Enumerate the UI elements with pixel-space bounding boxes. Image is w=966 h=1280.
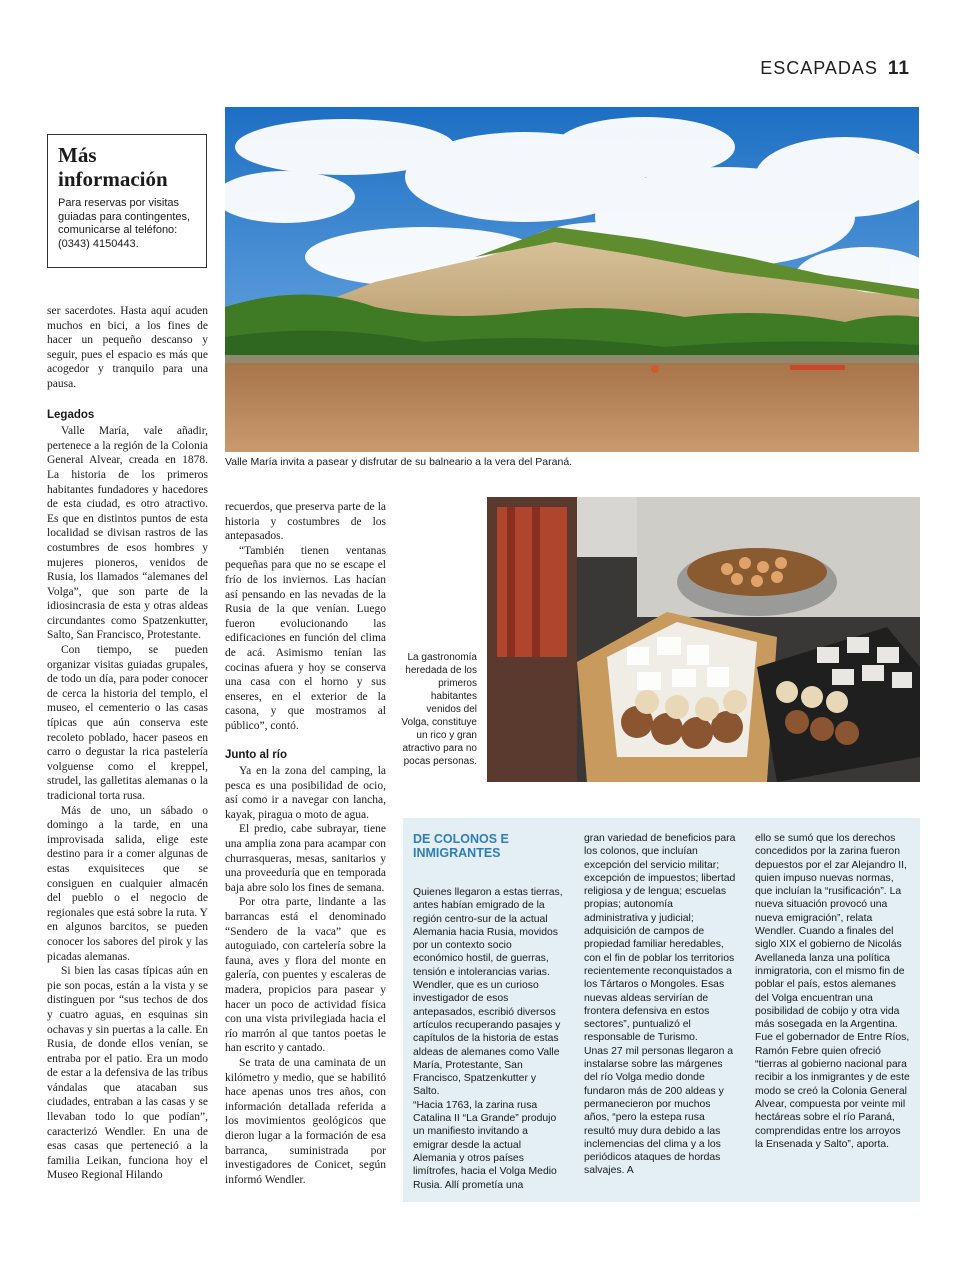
sidebar-box bbox=[403, 818, 920, 1202]
subheading-legados: Legados bbox=[47, 408, 95, 421]
photo-volga-pastries bbox=[487, 497, 920, 782]
page-header bbox=[760, 58, 910, 80]
photo-caption: La gastronomía heredada de los primeros habitantes venidos del Volga, constituye un rico y gran atractivo para no pocas personas. bbox=[401, 652, 477, 767]
paragraph: Valle María, vale añadir, pertenece a la región de la Colonia General Alvear, creada en 1878. La historia de los primeros habitantes fundadores y hacedores de esta ciudad, es otro atractivo. Es que en distintos puntos de esta localidad se divisan rastros de las costumbres de esos hombres y mujeres pioneros, venidos de Rusia, los llamados “alemanes del Volga”, que son parte de la idiosincrasia de esta y otras aldeas circundantes como Spatzenkutter, Salto, San Francisco, Protestante. bbox=[47, 425, 208, 642]
photo-valle-maria-river bbox=[225, 107, 919, 452]
sidebar-paragraph: gran variedad de beneficios para los colonos, que incluían excepción del servicio militar; excepción de impuestos; libertad religiosa y de lengua; escuelas propias; autonomía administrativa y judicial; adquisición de campos de propiedad familiar heredables, con el fin de poblar los territorios recientemente reconquistados a los Tártaros o Mongoles. Esas nuevas aldeas servirían de frontera defensiva en estos sectores”, puntualizó el responsable de Turismo. bbox=[584, 833, 736, 1044]
paragraph: Con tiempo, se pueden organizar visitas guiadas grupales, de todo un día, para poder conocer de cerca la historia del templo, el museo, el cementerio o las casas típicas que aún conserva este recoleto poblado, hacer paseos en carro o degustar la rica pastelería volguense como el kreppel, strudel, las galletitas alemanas o la tradicional torta rusa. bbox=[47, 644, 208, 802]
sidebar-paragraph: Fue el gobernador de Entre Ríos, Ramón Febre quien ofreció “tierras al gobierno nacional para recibir a los inmigrantes y de este modo se creó la Colonia General Alvear, compuesta por veinte mil hectáreas sobre el río Paraná, comprendidas entre los arroyos la Ensenada y Salto”, aporta. bbox=[755, 1032, 910, 1150]
paragraph: Se trata de una caminata de un kilómetro y medio, que se habilitó hace apenas unos tres años, con información detallada referida a los movimientos geológicos que dieron lugar a la formación de esa barranca, suministrada por investigadores de Conicet, según informó Wendler. bbox=[225, 1056, 386, 1186]
paragraph: Más de uno, un sábado o domingo a la tarde, en una improvisada salida, elige este destino para ir a comer algunas de estas exquisiteces que se consiguen en cualquier almacén del pueblo o el negocio de regionales que está sobre la ruta. Y en algunos barcitos, se pueden conocer los sabores del pirok y las picadas alemanas. bbox=[47, 804, 208, 963]
sidebar-paragraph: Wendler, que es un curioso investigador de esos antepasados, escribió diversos artículos recuperando pasajes y capítulos de la historia de estas aldeas de alemanes como Valle María, Protestante, San Francisco, Spatzenkutter y Salto. bbox=[413, 980, 561, 1098]
paragraph: El predio, cabe subrayar, tiene una amplia zona para acampar con churrasqueras, mesas, sanitarios y una proveeduría que en temporada baja abre solo los fines de semana. bbox=[225, 823, 386, 894]
paragraph: recuerdos, que preserva parte de la historia y costumbres de los antepasados. bbox=[225, 501, 386, 543]
sidebar-paragraph: “Hacia 1763, la zarina rusa Catalina II “La Grande” produjo un manifiesto invitando a emigrar desde la actual Alemania y otros países limítrofes, hacia el Volga Medio Rusia. Allí prometía una bbox=[413, 1099, 557, 1191]
paragraph: ser sacerdotes. Hasta aquí acuden muchos en bici, a los fines de hacer un pequeño descanso y seguir, pues el espacio es más que acogedor y tranquilo para una pausa. bbox=[47, 305, 208, 390]
photo-caption: Valle María invita a pasear y disfrutar de su balneario a la vera del Paraná. bbox=[225, 456, 573, 468]
sidebar-column-2 bbox=[584, 832, 737, 1178]
sidebar-column-1 bbox=[413, 832, 563, 1192]
paragraph: Ya en la zona del camping, la pesca es una posibilidad de ocio, así como ir a navegar con lancha, kayak, piragua o moto de agua. bbox=[225, 765, 386, 821]
subheading-junto-al-rio: Junto al río bbox=[225, 748, 287, 761]
sidebar-title: DE COLONOS E INMIGRANTES bbox=[413, 832, 509, 860]
info-box-title: Más información bbox=[58, 143, 168, 191]
page-number: 11 bbox=[887, 58, 910, 79]
paragraph: Por otra parte, lindante a las barrancas está el denominado “Sendero de la vaca” que es autoguiado, con cartelería sobre la fauna, aves y flora del monte en galería, con puentes y escaleras de madera, propicios para pasear y hacer un poco de actividad física con una vista privilegiada hacia el río marrón al que tantos poetas le han escrito y cantado. bbox=[225, 896, 386, 1055]
article-column-2 bbox=[225, 500, 386, 1187]
info-box-text: Para reservas por visitas guiadas para contingentes, comunicarse al teléfono: (0343) 4150443. bbox=[58, 197, 191, 250]
sidebar-paragraph: Quienes llegaron a estas tierras, antes habían emigrado de la región centro-sur de la actual Alemania hacia Rusia, movidos por un contexto socio económico hostil, de guerras, tensión e intolerancias varias. bbox=[413, 887, 563, 978]
article-column-1 bbox=[47, 304, 208, 1183]
sidebar-paragraph: ello se sumó que los derechos concedidos por la zarina fueron depuestos por el zar Alejandro II, quien impuso nuevas normas, que incluían la “rusificación”. La nueva situación provocó una nueva emigración”, relata Wendler. Cuando a finales del siglo XIX el gobierno de Nicolás Avellaneda lanza una política inmigratoria, con el mismo fin de poblar el país, estos alemanes del Volga encuentran una posibilidad de cobijo y otra vida más sosegada en la Argentina. bbox=[755, 833, 907, 1031]
paragraph: “También tienen ventanas pequeñas para que no se escape el frío de los inviernos. Las hacían así pensando en las nevadas de la Rusia de la que venían. Luego fueron evolucionando las edificaciones en función del clima de acá. Asimismo tenían las cocinas afuera y hoy se conserva una casa con el horno y sus enseres, en el exterior de la casona, y que mostramos al público”, contó. bbox=[225, 544, 386, 732]
section-name: ESCAPADAS bbox=[760, 58, 878, 78]
sidebar-paragraph: Unas 27 mil personas llegaron a instalarse sobre las márgenes del río Volga medio donde fundaron más de 200 aldeas y permanecieron por muchos años, “pero la estepa rusa resultó muy dura debido a las inclemencias del clima y a los periódicos ataques de hordas salvajes. A bbox=[584, 1045, 734, 1177]
sidebar-column-3 bbox=[755, 832, 910, 1151]
paragraph: Si bien las casas típicas aún en pie son pocas, están a la vista y se distinguen por “sus techos de dos y cuatro aguas, en esquinas sin ochavas y sin puertas a la calle. En Rusia, de donde ellos venían, se entraba por el patio. Era un modo de estar a la defensiva de las tribus vándalas que atacaban sus ciudades, entraban a las casas y se llevaban todo lo que podían”, caracterizó Wendler. En una de esas casas que perteneció a la familia Leikan, funciona hoy el Museo Regional Hilando bbox=[47, 965, 208, 1182]
info-box bbox=[47, 134, 207, 268]
